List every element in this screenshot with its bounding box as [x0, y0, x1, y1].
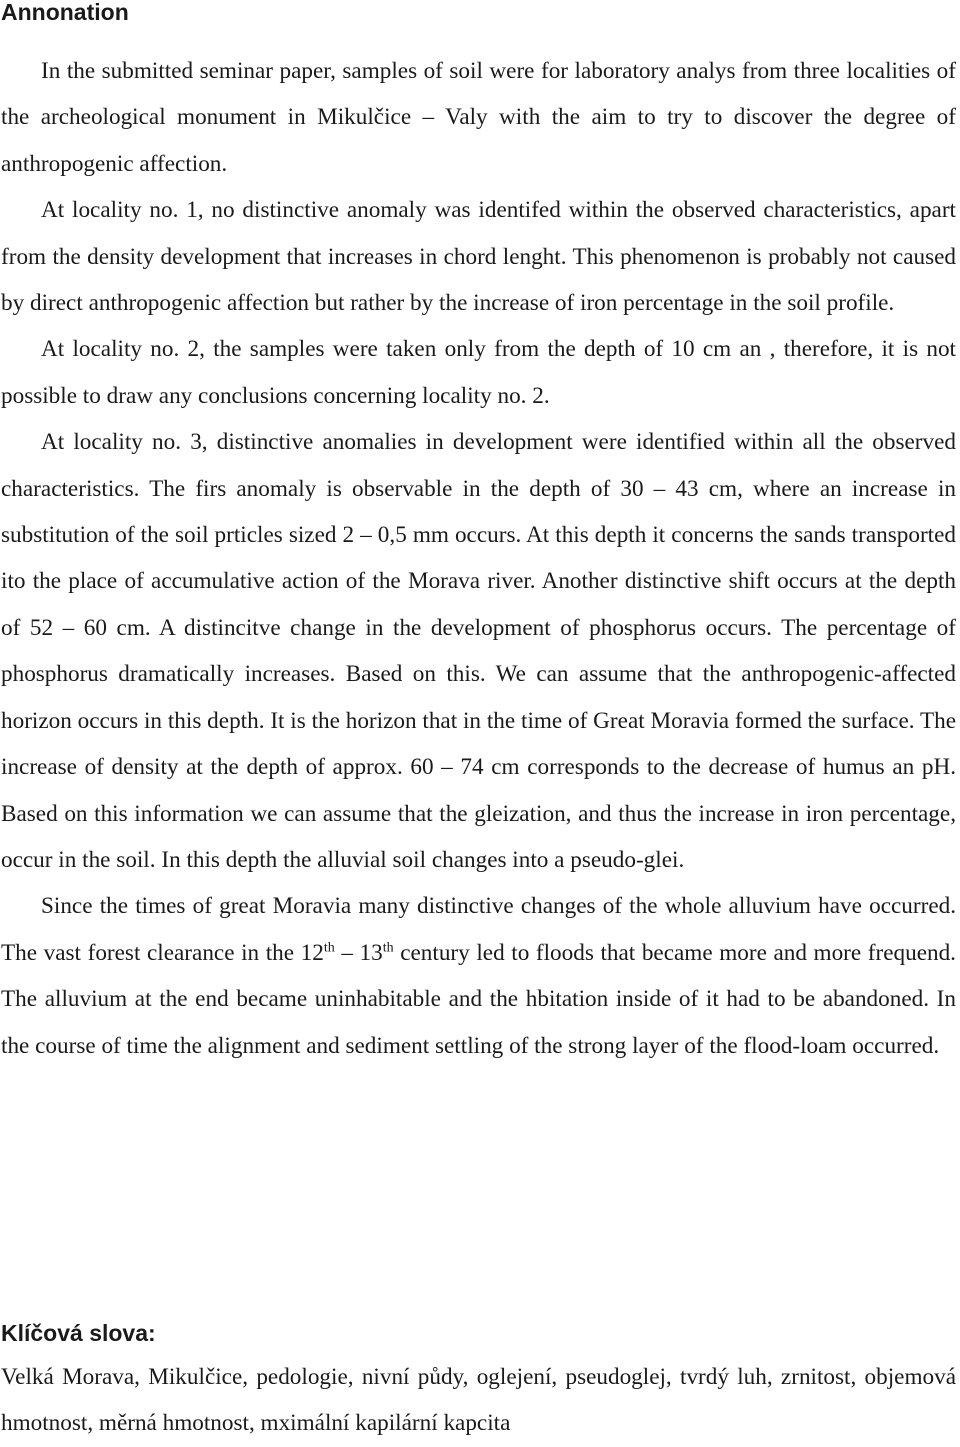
superscript-th-1: th: [323, 939, 335, 955]
annotation-body: [1, 48, 956, 1069]
keywords-list: Velká Morava, Mikulčice, pedologie, nivní půdy, oglejení, pseudoglej, tvrdý luh, zrnitost, objemová hmotnost, měrná hmotnost, mximální kapilární kapcita: [1, 1364, 956, 1437]
paragraph-5-part-a: Since the times of great Moravia many distinctive changes of the whole alluvium have occurred. The vast forest clearance in the 12: [1, 893, 956, 966]
annotation-paragraph-4: At locality no. 3, distinctive anomalies in development were identified within all the observed characteristics. The firs anomaly is observable in the depth of 30 – 43 cm, where an increase in substitution of the soil prticles sized 2 – 0,5 mm occurs. At this depth it concerns the sands transported ito the place of accumulative action of the Morava river. Another distinctive shift occurs at the depth of 52 – 60 cm. A distincitve change in the development of phosphorus occurs. The percentage of phosphorus dramatically increases. Based on this. We can assume that the anthropogenic-affected horizon occurs in this depth. It is the horizon that in the time of Great Moravia formed the surface. The increase of density at the depth of approx. 60 – 74 cm corresponds to the decrease of humus an pH. Based on this information we can assume that the gleization, and thus the increase in iron percentage, occur in the soil. In this depth the alluvial soil changes into a pseudo-glei.: [1, 429, 956, 873]
keywords-heading: Klíčová slova:: [1, 1320, 156, 1346]
annotation-paragraph-1: In the submitted seminar paper, samples of soil were for laboratory analys from three localities of the archeological monument in Mikulčice – Valy with the aim to try to discover the degree of anthropogenic affection.: [1, 58, 956, 177]
annotation-paragraph-2: At locality no. 1, no distinctive anomaly was identifed within the observed characteristics, apart from the density development that increases in chord lenght. This phenomenon is probably not caused by direct anthropogenic affection but rather by the increase of iron percentage in the soil profile.: [1, 197, 956, 317]
superscript-th-2: th: [382, 939, 394, 955]
paragraph-5-part-c: century led to floods that became more and more frequend. The alluvium at the end became uninhabitable and the hbitation inside of it had to be abandoned. In the course of time the alignment and sediment settling of the strong layer of the flood-loam occurred.: [1, 939, 956, 1059]
annotation-paragraph-3: At locality no. 2, the samples were taken only from the depth of 10 cm an , therefore, it is not possible to draw any conclusions concerning locality no. 2.: [1, 336, 956, 409]
keywords-body: [1, 1354, 956, 1447]
annotation-paragraph-5: [1, 883, 956, 1069]
annotation-heading: Annonation: [1, 0, 129, 25]
paragraph-5-part-b: – 13: [334, 939, 383, 966]
